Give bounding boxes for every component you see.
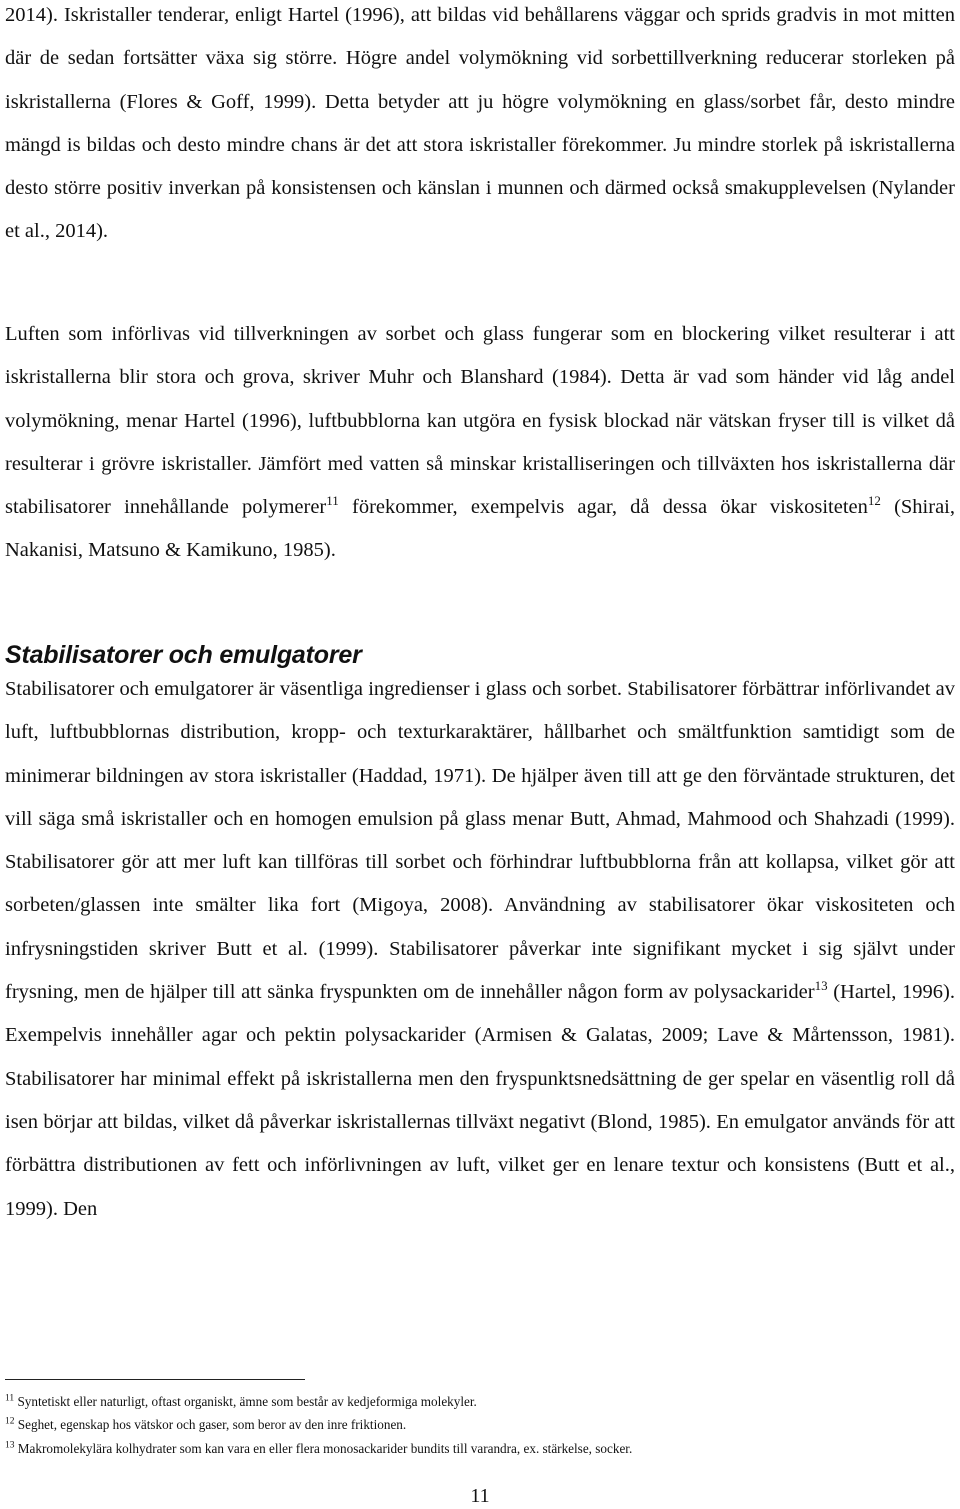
paragraph-stabilizers [5,668,955,1231]
paragraph-text: (Shirai, Nakanisi, Matsuno & Kamikuno, 1985). [5,496,955,562]
paragraph-text: 2014). Iskristaller tenderar, enligt Hartel (1996), att bildas vid behållarens väggar och sprids gradvis in mot mitten där de sedan fortsätter växa sig större. Högre andel volymökning vid sorbettillverkning reducerar storleken på iskristallerna (Flores & Goff, 1999). Detta betyder att ju högre volymökning en glass/sorbet får, desto mindre mängd is bildas och desto mindre chans är det att stora iskristaller förekommer. Ju mindre storlek på iskristallerna desto större positiv inverkan på konsistensen och känslan i munnen och därmed också smakupplevelsen (Nylander et al., 2014). [5,4,955,243]
paragraph-text: Luften som införlivas vid tillverkningen av sorbet och glass fungerar som en blockering vilket resulterar i att iskristallerna blir stora och grova, skriver Muhr och Blanshard (1984). Detta är vad som händer vid låg andel volymökning, menar Hartel (1996), luftbubblorna kan utgöra en fysisk blockad när vätskan fryser till is vilket då resulterar i grövre iskristaller. Jämfört med vatten så minskar kristalliseringen och tillväxten hos iskristallerna där stabilisatorer innehållande polymerer [5,323,955,519]
paragraph-text: Stabilisatorer och emulgatorer är väsentliga ingredienser i glass och sorbet. Stabilisatorer förbättrar införlivandet av luft, luftbubblornas distribution, kropp- och texturkaraktärer, hållbarhet och smältfunktion samtidigt som de minimerar bildningen av stora iskristaller (Haddad, 1971). De hjälper även till att ge den förväntade strukturen, det vill säga små iskristaller och en homogen emulsion på glass menar Butt, Ahmad, Mahmood och Shahzadi (1999). Stabilisatorer gör att mer luft kan tillföras till sorbet och förhindrar luftbubblorna från att kollapsa, vilket gör att sorbeten/glassen inte smälter lika fort (Migoya, 2008). Användning av stabilisatorer ökar viskositeten och infrysningstiden skriver Butt et al. (1999). Stabilisatorer påverkar inte signifikant mycket i sig självt under frysning, men de hjälper till att sänka fryspunkten om de innehåller någon form av polysackarider [5,678,955,1004]
footnote-text: Seghet, egenskap hos vätskor och gaser, som beror av den inre friktionen. [17,1417,407,1432]
footnote-ref-11[interactable]: 11 [326,493,339,509]
section-heading: Stabilisatorer och emulgatorer [5,641,362,669]
footnote-number: 13 [5,1440,15,1451]
page-number: 11 [470,1485,490,1507]
footnote-ref-12[interactable]: 12 [867,493,881,509]
footnote-11 [5,1393,945,1411]
footnote-number: 12 [5,1416,15,1427]
footnote-number: 11 [5,1393,15,1404]
footnote-text: Makromolekylära kolhydrater som kan vara en eller flera monosackarider bundits till varandra, ex. stärkelse, socker. [17,1441,633,1456]
paragraph-text: förekommer, exempelvis agar, då dessa ökar viskositeten [338,496,868,519]
paragraph-air-incorporation [5,313,955,573]
footnote-divider [5,1379,305,1380]
paragraph-ice-crystals [5,0,955,254]
footnote-13 [5,1440,945,1458]
footnote-12 [5,1416,945,1434]
footnote-ref-13[interactable]: 13 [814,978,828,994]
footnote-text: Syntetiskt eller naturligt, oftast organiskt, ämne som består av kedjeformiga molekyler. [17,1394,477,1409]
paragraph-text: (Hartel, 1996). Exempelvis innehåller agar och pektin polysackarider (Armisen & Galatas, 2009; Lave & Mårtensson, 1981). Stabilisatorer har minimal effekt på iskristallerna men den fryspunktsnedsättning de ger spelar en väsentlig roll då isen börjar att bildas, vilket då påverkar iskristallernas tillväxt negativt (Blond, 1985). En emulgator används för att förbättra distributionen av fett och införlivningen av luft, vilket ger en lenare textur och konsistens (Butt et al., 1999). Den [5,981,956,1220]
